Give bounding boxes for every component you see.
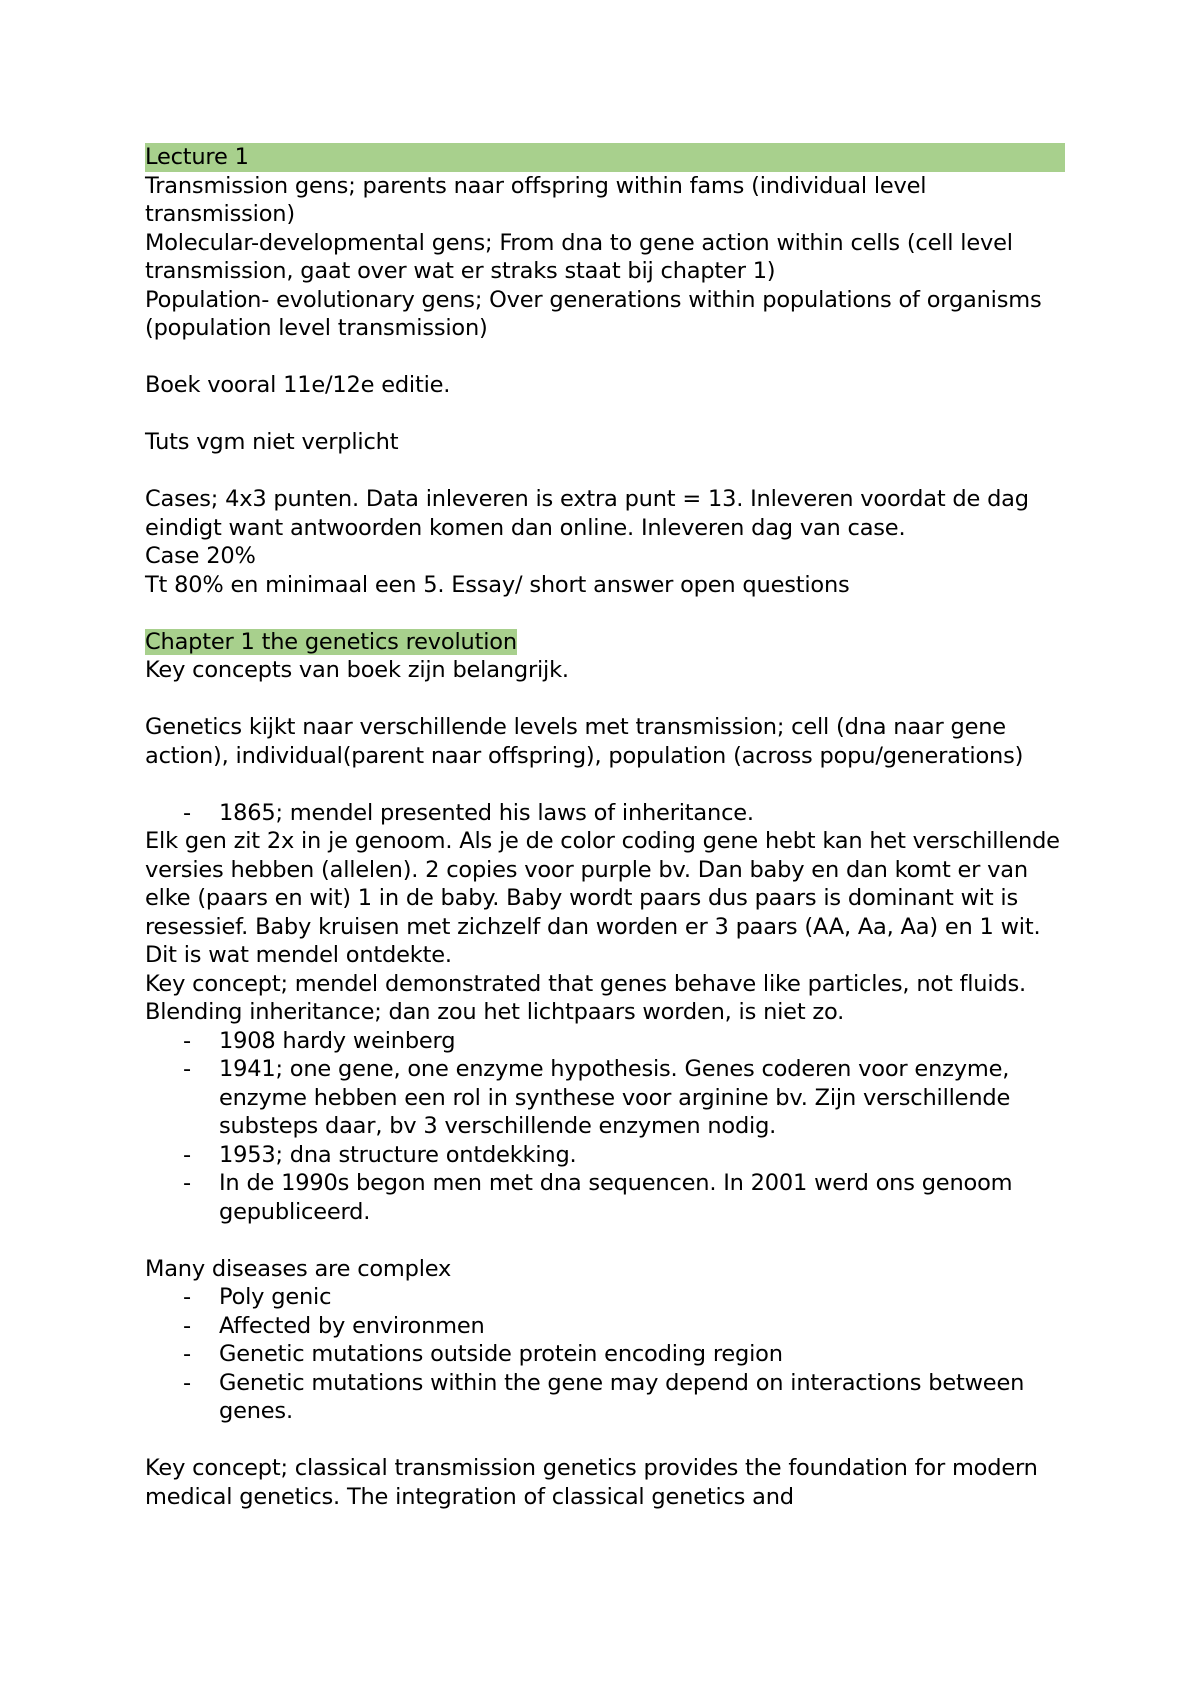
- list-item: [145, 1312, 1065, 1341]
- spacer: [145, 343, 1065, 372]
- list-item: [145, 1141, 1065, 1170]
- list-item-text: Poly genic: [219, 1284, 332, 1310]
- list-item-text: Genetic mutations within the gene may depend on interactions between genes.: [219, 1369, 1025, 1424]
- spacer: [145, 1426, 1065, 1455]
- disease-bullet-list: [145, 1283, 1065, 1426]
- boek-line: Boek vooral 11e/12e editie.: [145, 372, 451, 398]
- document-page: [145, 143, 1065, 1511]
- spacer: [145, 1226, 1065, 1255]
- list-item: [145, 1369, 1065, 1426]
- list-item: [145, 1169, 1065, 1226]
- mendel-key-concept: Key concept; mendel demonstrated that genes behave like particles, not fluids. Blending inheritance; dan zou het lichtpaars worden, is niet zo.: [145, 970, 1026, 1025]
- cases-paragraph: Cases; 4x3 punten. Data inleveren is extra punt = 13. Inleveren voordat de dag eindigt want antwoorden komen dan online. Inleveren dag van case.: [145, 486, 1029, 541]
- list-item-text: 1865; mendel presented his laws of inheritance.: [219, 799, 754, 826]
- spacer: [145, 599, 1065, 628]
- transmission-gens-line: Transmission gens; parents naar offspring within fams (individual level transmission): [145, 172, 927, 227]
- dash-bullet: -: [183, 1141, 191, 1168]
- spacer: [145, 770, 1065, 799]
- key-concepts-line: Key concepts van boek zijn belangrijk.: [145, 657, 569, 683]
- dash-bullet: -: [183, 1056, 191, 1082]
- list-item-text: 1941; one gene, one enzyme hypothesis. Genes coderen voor enzyme, enzyme hebben een rol in synthese voor arginine bv. Zijn verschillende substeps daar, bv 3 verschillende enzymen nodig.: [219, 1056, 1011, 1139]
- list-item-text: 1908 hardy weinberg: [219, 1027, 456, 1054]
- molecular-gens-line: Molecular-developmental gens; From dna to gene action within cells (cell level transmission, gaat over wat er straks staat bij chapter 1): [145, 229, 1013, 284]
- list-item-text: In de 1990s begon men met dna sequencen. In 2001 werd ons genoom gepubliceerd.: [219, 1170, 1013, 1225]
- case-percentage: Case 20%: [145, 543, 256, 569]
- dash-bullet: -: [183, 1341, 191, 1367]
- diseases-intro: Many diseases are complex: [145, 1255, 452, 1282]
- mendel-bullet-list: [145, 799, 1065, 828]
- list-item: [145, 799, 1065, 828]
- population-gens-line: Population- evolutionary gens; Over generations within populations of organisms (population level transmission): [145, 286, 1042, 341]
- list-item-text: 1953; dna structure ontdekking.: [219, 1141, 577, 1168]
- levels-paragraph: Genetics kijkt naar verschillende levels met transmission; cell (dna naar gene action), individual(parent naar offspring), population (across popu/generations): [145, 714, 1024, 769]
- dash-bullet: -: [183, 1312, 191, 1339]
- chapter-1-heading: Chapter 1 the genetics revolution: [145, 628, 517, 655]
- classical-genetics-key-concept: Key concept; classical transmission genetics provides the foundation for modern medical genetics. The integration of classical genetics and: [145, 1455, 1038, 1510]
- mendel-paragraph: Elk gen zit 2x in je genoom. Als je de color coding gene hebt kan het verschillende versies hebben (allelen). 2 copies voor purple bv. Dan baby en dan komt er van elke (paars en wit) 1 in de baby. Baby wordt paars dus paars is dominant wit is resessief. Baby kruisen met zichzelf dan worden er 3 paars (AA, Aa, Aa) en 1 wit. Dit is wat mendel ontdekte.: [145, 828, 1060, 968]
- lecture-1-heading: Lecture 1: [145, 143, 1065, 172]
- spacer: [145, 457, 1065, 486]
- list-item: [145, 1027, 1065, 1056]
- dash-bullet: -: [183, 1369, 191, 1396]
- dash-bullet: -: [183, 1027, 191, 1054]
- list-item: [145, 1340, 1065, 1369]
- tt-percentage: Tt 80% en minimaal een 5. Essay/ short answer open questions: [145, 571, 850, 598]
- history-bullet-list: [145, 1027, 1065, 1227]
- spacer: [145, 400, 1065, 429]
- dash-bullet: -: [183, 1284, 191, 1310]
- list-item-text: Genetic mutations outside protein encoding region: [219, 1341, 783, 1367]
- list-item-text: Affected by environmen: [219, 1312, 485, 1339]
- tuts-line: Tuts vgm niet verplicht: [145, 429, 399, 455]
- list-item: [145, 1055, 1065, 1141]
- dash-bullet: -: [183, 799, 191, 826]
- dash-bullet: -: [183, 1170, 191, 1196]
- spacer: [145, 685, 1065, 714]
- chapter-1-heading-line: [145, 628, 1065, 657]
- list-item: [145, 1283, 1065, 1312]
